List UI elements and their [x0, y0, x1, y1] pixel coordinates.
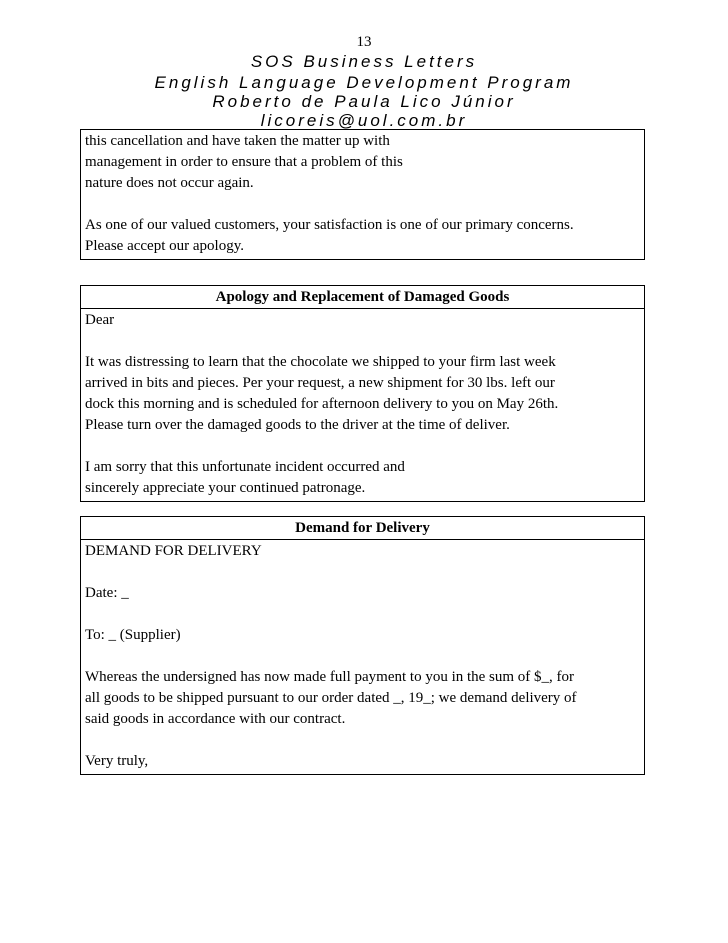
letter-line: dock this morning and is scheduled for afternoon delivery to you on May 26th. — [85, 396, 559, 412]
letter-line: Please accept our apology. — [85, 238, 244, 254]
demand-delivery-letter-box — [80, 516, 645, 775]
letter-body — [81, 540, 644, 774]
letter-line: arrived in bits and pieces. Per your request, a new shipment for 30 lbs. left our — [85, 375, 555, 391]
letter-body — [81, 309, 644, 501]
header-email: licoreis@uol.com.br — [260, 111, 468, 130]
header-author: Roberto de Paula Lico Júnior — [212, 92, 516, 111]
letter-body — [81, 130, 644, 259]
letter-line: all goods to be shipped pursuant to our order dated _, 19_; we demand delivery of — [85, 690, 577, 706]
blank-line — [85, 436, 640, 457]
letter-line: said goods in accordance with our contract. — [85, 711, 346, 727]
letter-line: Whereas the undersigned has now made full payment to you in the sum of $_, for — [85, 669, 575, 685]
letter-line: DEMAND FOR DELIVERY — [85, 543, 262, 559]
letter-title: Apology and Replacement of Damaged Goods — [81, 286, 644, 309]
letter-line: Please turn over the damaged goods to the driver at the time of deliver. — [85, 417, 510, 433]
letter-line: As one of our valued customers, your satisfaction is one of our primary concerns. — [85, 217, 574, 233]
blank-line — [85, 730, 640, 751]
letter-line: nature does not occur again. — [85, 175, 254, 191]
blank-line — [85, 604, 640, 625]
damaged-goods-letter-box — [80, 285, 645, 502]
letter-line: management in order to ensure that a problem of this — [85, 154, 403, 170]
letter-line: sincerely appreciate your continued patronage. — [85, 480, 366, 496]
letter-line: Very truly, — [85, 753, 149, 769]
header-title: SOS Business Letters — [250, 52, 478, 71]
letter-line: this cancellation and have taken the matter up with — [85, 133, 390, 149]
letter-line: Date: _ — [85, 585, 129, 601]
blank-line — [85, 646, 640, 667]
letter-line: It was distressing to learn that the chocolate we shipped to your firm last week — [85, 354, 556, 370]
letter-line: To: _ (Supplier) — [85, 627, 181, 643]
letter-line: I am sorry that this unfortunate incident occurred and — [85, 459, 405, 475]
blank-line — [85, 194, 640, 215]
page-number: 13 — [356, 34, 372, 50]
blank-line — [85, 331, 640, 352]
header-program: English Language Development Program — [154, 73, 574, 92]
letter-title: Demand for Delivery — [81, 517, 644, 540]
blank-line — [85, 562, 640, 583]
letter-continuation-box — [80, 129, 645, 260]
letter-line: Dear — [85, 312, 115, 328]
